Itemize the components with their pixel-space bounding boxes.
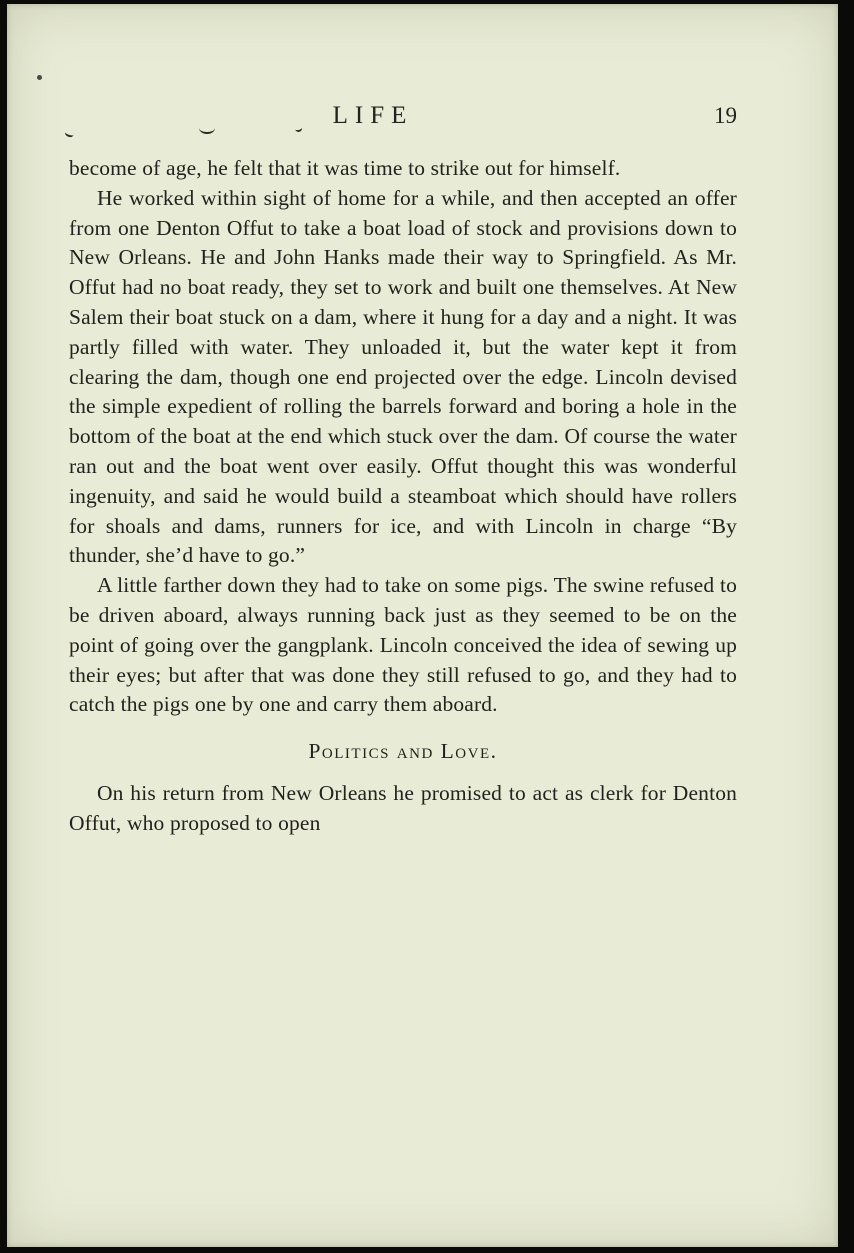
running-title: LIFE: [332, 102, 414, 129]
scan-speck: [37, 75, 42, 80]
paragraph: become of age, he felt that it was time to strike out for himself.: [69, 156, 621, 180]
page-number: 19: [714, 103, 737, 128]
book-page: [7, 4, 838, 1247]
page-header: [69, 102, 737, 138]
paragraph: A little farther down they had to take on some pigs. The swine refused to be driven aboard, always running back just as they seemed to be on the point of going over the gangplank. Lincoln conceived the idea of sewing up their eyes; but after that was done they still refused to go, and they had to catch the pigs one by one and carry them aboard.: [69, 573, 737, 717]
paragraph: He worked within sight of home for a while, and then accepted an offer from one Denton Offut to take a boat load of stock and provisions down to New Orleans. He and John Hanks made their way to Springfield. As Mr. Offut had no boat ready, they set to work and built one themselves. At New Salem their boat stuck on a dam, where it hung for a day and a night. It was partly filled with water. They unloaded it, but the water kept it from clearing the dam, though one end projected over the edge. Lincoln devised the simple expedient of rolling the barrels forward and boring a hole in the bottom of the boat at the end which stuck over the dam. Of course the water ran out and the boat went over easily. Offut thought this was wonderful ingenuity, and said he would build a steamboat which should have rollers for shoals and dams, runners for ice, and with Lincoln in charge “By thunder, she’d have to go.”: [69, 185, 737, 568]
section-heading: Politics and Love.: [308, 739, 498, 764]
page-body: [69, 154, 737, 839]
paragraph: On his return from New Orleans he promised to act as clerk for Denton Offut, who proposed to open: [69, 780, 737, 835]
scan-artifact: [199, 122, 215, 134]
